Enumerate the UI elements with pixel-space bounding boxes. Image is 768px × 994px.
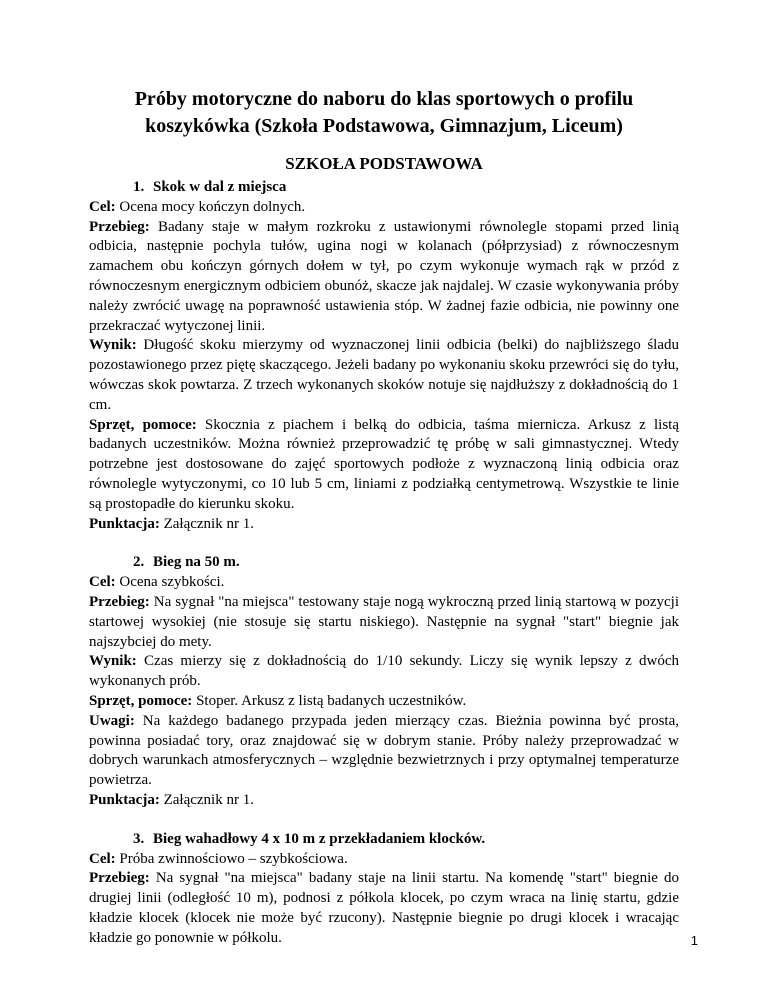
paragraph-label: Punktacja: [89,515,160,532]
item-paragraph [89,573,679,593]
item-paragraph [89,198,679,218]
paragraph-label: Cel: [89,198,116,215]
paragraph-text: Na sygnał "na miejsca" testowany staje nogą wykroczną przed linią startową w pozycji startowej wysokiej (nie stosuje się startu niskiego). Następnie na sygnał "start" biegnie jak najszybciej do mety. [89,593,679,650]
page-number: 1 [690,933,698,948]
item-number: 1. [133,179,145,195]
paragraph-label: Przebieg: [89,218,150,235]
paragraph-label: Wynik: [89,337,137,354]
paragraph-text: Na sygnał "na miejsca" badany staje na linii startu. Na komendę "start" biegnie do drugiej linii (odległość 10 m), podnosi z półkola klocek, po czym wraca na linię startu, gdzie kładzie klocek (klocek nie może być rzucony). Następnie biegnie po drugi klocek i wracając kładzie go ponownie w półkolu. [89,870,679,946]
paragraph-label: Sprzęt, pomoce: [89,692,193,709]
test-item [89,830,679,949]
item-heading [89,830,679,850]
item-paragraph [89,218,679,337]
paragraph-label: Uwagi: [89,712,135,729]
paragraph-text: Skocznia z piachem i belką do odbicia, taśma miernicza. Arkusz z listą badanych uczestników. Można również przeprowadzić tę próbę w sali gimnastycznej. Wtedy potrzebne jest dostosowane do zajęć sportowych podłoże z wyznaczoną linią odbicia oraz równolegle wytyczonymi, co 10 lub 5 cm, liniami z podziałką centymetrową. Wszystkie te linie są prostopadłe do kierunku skoku. [89,416,679,512]
paragraph-label: Wynik: [89,653,137,670]
paragraph-text: Załącznik nr 1. [159,515,254,532]
paragraph-label: Cel: [89,574,116,591]
item-paragraph [89,336,679,415]
item-paragraph [89,791,679,811]
paragraph-text: Długość skoku mierzymy od wyznaczonej linii odbicia (belki) do najbliższego śladu pozostawionego przez piętę skaczącego. Jeżeli badany po wykonaniu skoku przewróci się do tyłu, wówczas skok powtarza. Z trzech wykonanych skoków notuje się najdłuższy z dokładnością do 1 cm. [89,337,679,413]
item-paragraph [89,712,679,791]
item-paragraph [89,850,679,870]
item-heading-text: Bieg na 50 m. [153,554,240,571]
paragraph-text: Ocena mocy kończyn dolnych. [115,198,306,215]
paragraph-text: Czas mierzy się z dokładnością do 1/10 sekundy. Liczy się wynik lepszy z dwóch wykonanych prób. [89,653,679,690]
item-paragraph [89,652,679,692]
paragraph-label: Przebieg: [89,593,150,610]
item-heading [89,178,679,198]
item-paragraph [89,869,679,948]
section-title: SZKOŁA PODSTAWOWA [285,154,483,173]
item-paragraph [89,515,679,535]
paragraph-text: Załącznik nr 1. [159,791,254,808]
item-heading [89,553,679,573]
paragraph-text: Próba zwinnościowo – szybkościowa. [115,850,348,867]
item-number: 3. [133,830,145,847]
item-heading-text: Bieg wahadłowy 4 x 10 m z przekładaniem klocków. [153,830,486,847]
paragraph-text: Stoper. Arkusz z listą badanych uczestników. [192,692,467,709]
item-number: 2. [133,554,145,571]
title-line-2: koszykówka (Szkoła Podstawowa, Gimnazjum, Liceum) [145,115,623,137]
test-item [89,178,679,534]
paragraph-label: Sprzęt, pomoce: [89,416,197,433]
document-content [89,178,679,948]
item-paragraph [89,593,679,652]
paragraph-text: Badany staje w małym rozkroku z ustawionymi równolegle stopami przed linią odbicia, następnie pochyla tułów, ugina nogi w kolanach (półprzysiad) z równoczesnym zamachem obu kończyn górnych dołem w tył, po czym wykonuje wymach rąk w przód z równoczesnym energicznym odbiciem obunóż, skacze jak najdalej. W czasie wykonywania próby należy zwrócić uwagę na poprawność ustawienia stóp. W żadnej fazie odbicia, nie powinny one przekraczać wytyczonej linii. [89,218,679,334]
paragraph-text: Ocena szybkości. [115,574,225,591]
paragraph-label: Przebieg: [89,870,150,887]
paragraph-label: Cel: [89,850,116,867]
document-title [60,86,708,140]
test-item [89,553,679,810]
item-paragraph [89,416,679,515]
title-line-1: Próby motoryczne do naboru do klas sportowych o profilu [134,88,634,110]
paragraph-label: Punktacja: [89,791,160,808]
item-paragraph [89,692,679,712]
paragraph-text: Na każdego badanego przypada jeden mierzący czas. Bieżnia powinna być prosta, powinna posiadać tory, oraz znajdować się w dobrym stanie. Próby należy przeprowadzać w dobrych warunkach atmosferycznych – względnie bezwietrznych i przy optymalnej temperaturze powietrza. [89,712,679,789]
item-heading-text: Skok w dal z miejsca [153,179,287,195]
